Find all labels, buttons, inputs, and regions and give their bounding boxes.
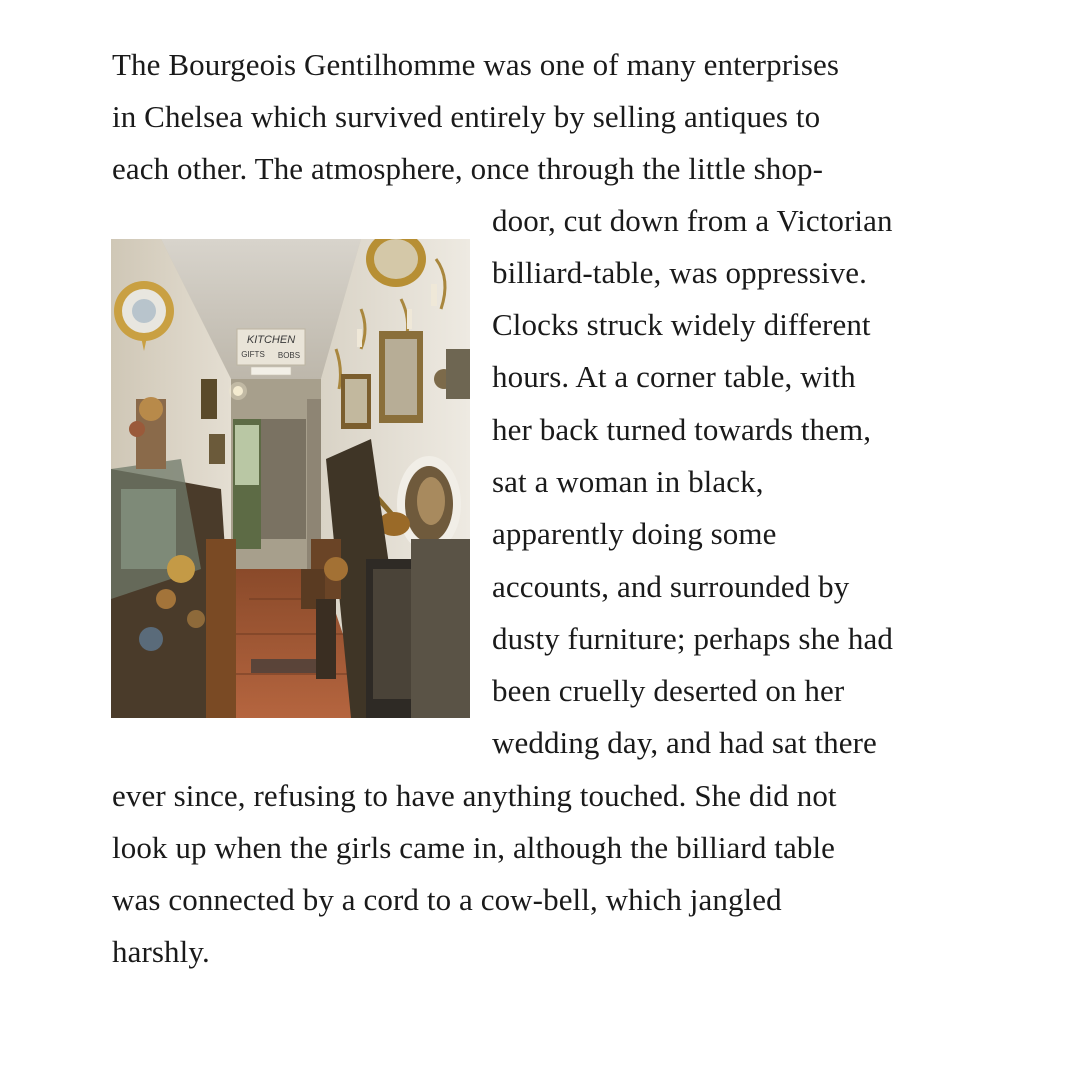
text-line-10: apparently doing some bbox=[492, 516, 777, 551]
text-line-2: in Chelsea which survived entirely by selling antiques to bbox=[112, 99, 821, 134]
text-line-5: billiard-table, was oppressive. bbox=[492, 255, 867, 290]
svg-text:BOBS: BOBS bbox=[277, 351, 301, 360]
text-line-7: hours. At a corner table, with bbox=[492, 359, 856, 394]
text-line-3: each other. The atmosphere, once through the little shop- bbox=[112, 151, 824, 186]
text-line-1: The Bourgeois Gentilhomme was one of many enterprises bbox=[112, 47, 840, 82]
text-line-16: look up when the girls came in, although the billiard table bbox=[112, 830, 836, 865]
text-line-17: was connected by a cord to a cow-bell, which jangled bbox=[112, 882, 782, 917]
kitchen-sign bbox=[237, 329, 305, 365]
antique-shop-illustration bbox=[111, 239, 470, 718]
text-line-13: been cruelly deserted on her bbox=[492, 673, 845, 708]
svg-text:GIFTS: GIFTS bbox=[241, 350, 265, 359]
ornate-oval-frame bbox=[397, 456, 461, 552]
svg-text:KITCHEN: KITCHEN bbox=[246, 334, 296, 346]
text-line-12: dusty furniture; perhaps she had bbox=[492, 621, 893, 656]
antique-shop-photo bbox=[111, 239, 470, 718]
text-line-11: accounts, and surrounded by bbox=[492, 569, 850, 604]
text-line-9: sat a woman in black, bbox=[492, 464, 764, 499]
text-line-4: door, cut down from a Victorian bbox=[492, 203, 893, 238]
text-line-14: wedding day, and had sat there bbox=[492, 725, 877, 760]
text-line-6: Clocks struck widely different bbox=[492, 307, 871, 342]
text-line-18: harshly. bbox=[112, 934, 210, 969]
text-line-15: ever since, refusing to have anything touched. She did not bbox=[112, 778, 837, 813]
text-line-8: her back turned towards them, bbox=[492, 412, 872, 447]
